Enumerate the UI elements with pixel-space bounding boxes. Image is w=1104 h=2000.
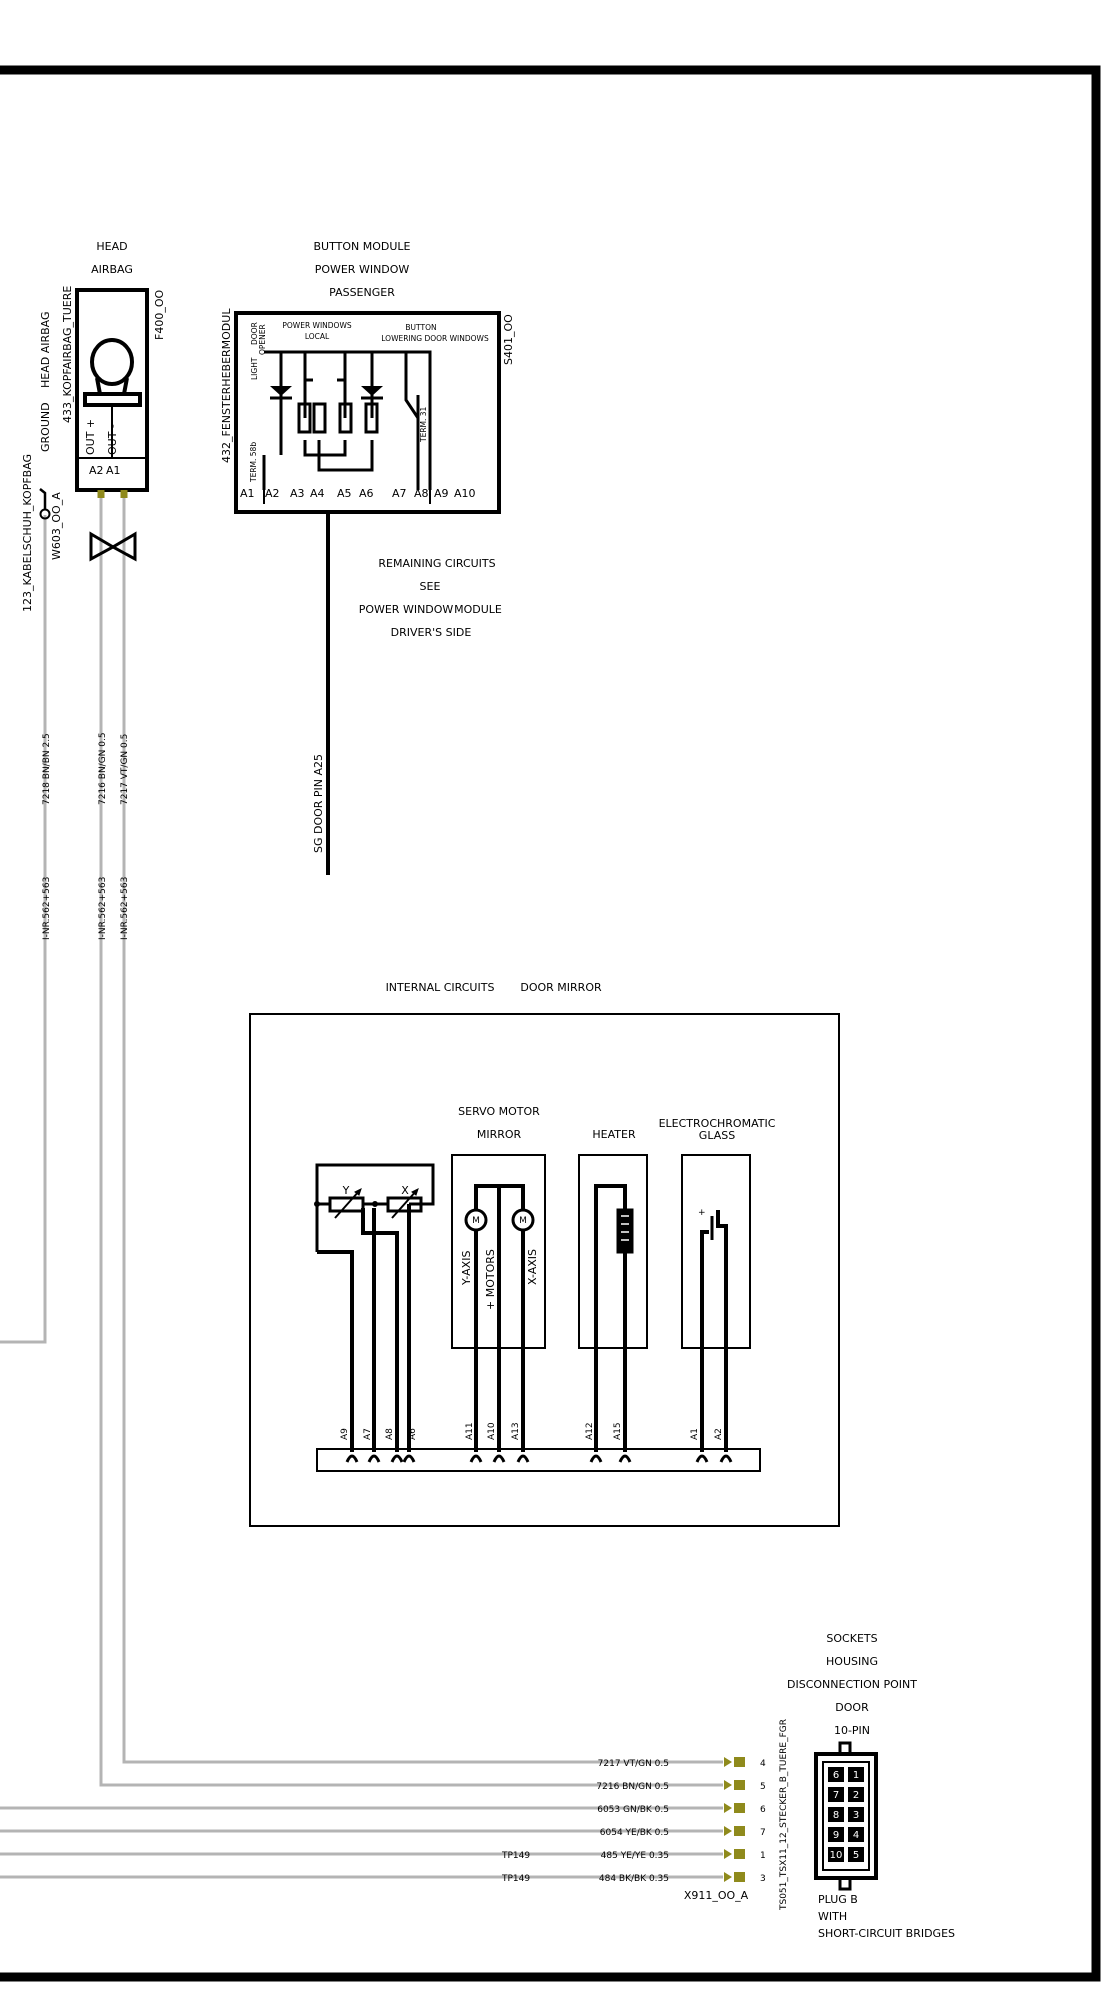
mirror-pin-a13: A13	[511, 1422, 521, 1440]
bm-sub-power-windows: POWER WINDOWS	[282, 321, 352, 330]
button-module-title-3: PASSENGER	[329, 286, 395, 299]
connector-wire-label: 484 BK/BK 0.35	[598, 1874, 669, 1884]
wire-7216-label: 7216 BN/GN 0.5	[98, 732, 108, 805]
bm-pin-a1: A1	[240, 487, 255, 500]
bm-sub-light: LIGHT	[250, 357, 259, 380]
ground-terminal	[40, 489, 50, 519]
mirror-pin-a7: A7	[363, 1428, 373, 1440]
ground-id-label: W603_OO_A	[50, 492, 63, 560]
bm-sub-term58b: TERM. 58b	[249, 441, 258, 482]
grid-left-6: 6	[832, 1770, 840, 1781]
connector-pin-1	[724, 1849, 745, 1859]
inr-label-2: I-NR.562+563	[98, 876, 108, 940]
airbag-pin-out-minus: OUT -	[106, 424, 119, 455]
connector-pin-number: 3	[760, 1874, 766, 1884]
button-module-name: 432_FENSTERHEBERMODUL	[220, 308, 233, 463]
bm-pin-a5: A5	[337, 487, 352, 500]
mirror-pin-a2: A2	[714, 1428, 724, 1440]
remaining-line-1: REMAINING CIRCUITS	[378, 557, 496, 570]
mirror-internal-title: INTERNAL CIRCUITS	[385, 981, 495, 994]
frame-border	[0, 70, 1096, 1977]
connector-rows	[501, 1757, 766, 1884]
mirror-pin-a12: A12	[585, 1422, 595, 1440]
airbag-pin-out-plus: OUT +	[84, 418, 97, 455]
grid-right-4: 4	[852, 1830, 860, 1841]
conn-vertical-name: TS051_TSX11_12_STECKER_B_TUERE_FGR	[779, 1719, 789, 1910]
button-module-title-1: BUTTON MODULE	[313, 240, 411, 253]
connector-wire-label: 6054 YE/BK 0.5	[599, 1828, 669, 1838]
conn-title-1: SOCKETS	[826, 1632, 878, 1645]
connector-pin-number: 4	[760, 1759, 766, 1769]
heater-label: HEATER	[592, 1128, 636, 1141]
connector-pin-number: 5	[760, 1782, 766, 1792]
airbag-head-label: HEAD AIRBAG	[39, 311, 52, 388]
pot-x-label: X	[401, 1184, 409, 1197]
grid-right-1: 1	[852, 1770, 860, 1781]
grid-right-3: 3	[852, 1810, 860, 1821]
bm-sub-button: BUTTON	[405, 323, 437, 332]
x-axis-label: X-AXIS	[526, 1248, 539, 1285]
bm-sub-door: DOOR	[250, 322, 259, 345]
connector-wire-label: 7216 BN/GN 0.5	[596, 1782, 669, 1792]
connector-pin-3	[724, 1872, 745, 1882]
airbag-title-1: HEAD	[96, 240, 128, 253]
ground-name-label: 123_KABELSCHUH_KOPFBAG	[21, 453, 34, 612]
connector-pin-number: 6	[760, 1805, 766, 1815]
plug-label-3: SHORT-CIRCUIT BRIDGES	[818, 1927, 956, 1940]
mirror-pin-a6: A6	[408, 1428, 418, 1440]
grid-right-5: 5	[852, 1850, 860, 1861]
servo-label-1: SERVO MOTOR	[458, 1105, 540, 1118]
conn-title-3: DISCONNECTION POINT	[787, 1678, 917, 1691]
mirror-pin-a15: A15	[613, 1422, 623, 1440]
electro-label-2: GLASS	[698, 1129, 736, 1142]
bm-sub-opener: OPENER	[258, 324, 267, 355]
electro-label-1: ELECTROCHROMATIC	[658, 1117, 776, 1130]
wire-7217-label: 7217 VT/GN 0.5	[120, 733, 130, 805]
bm-sub-lowering: LOWERING DOOR WINDOWS	[381, 334, 489, 343]
wire-7218-label: 7218 BN/BN 2.5	[42, 733, 52, 805]
connector-pin-5	[724, 1780, 745, 1790]
sg-door-label: SG DOOR PIN A25	[312, 753, 325, 853]
bm-pin-a8: A8	[414, 487, 429, 500]
connector-wire-label: 7217 VT/GN 0.5	[597, 1759, 669, 1769]
motor-m-left: M	[472, 1216, 480, 1226]
mirror-connector-forks	[347, 1456, 731, 1462]
heater-block	[579, 1155, 647, 1452]
grid-left-9: 9	[832, 1830, 840, 1841]
inr-label-3: I-NR.562+563	[120, 876, 130, 940]
inr-label-1: I-NR.562+563	[42, 876, 52, 940]
airbag-ground-label: GROUND	[39, 402, 52, 452]
connector-wire-label: 485 YE/YE 0.35	[600, 1851, 669, 1861]
servo-motor-block	[452, 1155, 545, 1452]
remaining-line-4: DRIVER'S SIDE	[390, 626, 472, 639]
bm-pin-a6: A6	[359, 487, 374, 500]
remaining-line-3b: MODULE	[454, 603, 502, 616]
airbag-pin-a2: A2	[89, 464, 104, 477]
pot-y-label: Y	[342, 1184, 350, 1197]
bm-sub-term31: TERM. 31	[419, 406, 428, 442]
y-axis-label: Y-AXIS	[460, 1250, 473, 1285]
electro-plus-label: +	[698, 1208, 706, 1218]
bm-pin-a9: A9	[434, 487, 449, 500]
connector-wire-label: 6053 GN/BK 0.5	[597, 1805, 669, 1815]
remaining-line-3a: POWER WINDOW	[358, 603, 454, 616]
plug-label-2: WITH	[818, 1910, 848, 1923]
grid-right-2: 2	[852, 1790, 860, 1801]
connector-pin-4	[724, 1757, 745, 1767]
airbag-pin-a1: A1	[106, 464, 121, 477]
bm-pin-a3: A3	[290, 487, 305, 500]
conn-title-2: HOUSING	[826, 1655, 878, 1668]
motors-label: + MOTORS	[484, 1249, 497, 1310]
connector-tp-label: TP149	[502, 1874, 531, 1884]
connector-pin-number: 1	[760, 1851, 766, 1861]
airbag-id-label: F400_OO	[153, 289, 166, 340]
grid-left-7: 7	[832, 1790, 840, 1801]
mirror-pin-a11: A11	[465, 1422, 475, 1440]
grid-left-8: 8	[832, 1810, 840, 1821]
servo-label-2: MIRROR	[476, 1128, 522, 1141]
connector-pin-6	[724, 1803, 745, 1813]
plug-label-1: PLUG B	[818, 1893, 858, 1906]
mirror-connector-bar	[317, 1449, 760, 1471]
airbag-title-2: AIRBAG	[91, 263, 133, 276]
connector-bowtie-symbol	[91, 534, 135, 559]
bm-pin-a2: A2	[265, 487, 280, 500]
connector-pin-7	[724, 1826, 745, 1836]
electrochromatic-block	[682, 1155, 750, 1452]
potentiometer-block	[315, 1165, 434, 1452]
bm-pin-a7: A7	[392, 487, 407, 500]
mirror-pin-a8: A8	[385, 1428, 395, 1440]
connector-tp-label: TP149	[502, 1851, 531, 1861]
bm-pin-a4: A4	[310, 487, 325, 500]
button-module-title-2: POWER WINDOW	[314, 263, 410, 276]
bm-pin-a10: A10	[454, 487, 476, 500]
conn-id-label: X911_OO_A	[683, 1889, 749, 1902]
mirror-pin-a9: A9	[340, 1428, 350, 1440]
mirror-pin-a10: A10	[487, 1422, 497, 1440]
connector-pin-number: 7	[760, 1828, 766, 1838]
remaining-line-2: SEE	[419, 580, 441, 593]
conn-title-4: DOOR	[835, 1701, 869, 1714]
conn-title-5: 10-PIN	[833, 1724, 871, 1737]
button-module-id: S401_OO	[502, 314, 515, 365]
plug-b-housing	[816, 1743, 876, 1889]
airbag-name-label: 433_KOPFAIRBAG_TUERE	[61, 285, 74, 423]
bm-sub-local: LOCAL	[304, 332, 330, 341]
mirror-door-title: DOOR MIRROR	[520, 981, 602, 994]
mirror-pin-a1: A1	[690, 1428, 700, 1440]
motor-m-right: M	[519, 1216, 527, 1226]
grid-left-10: 10	[829, 1850, 843, 1861]
